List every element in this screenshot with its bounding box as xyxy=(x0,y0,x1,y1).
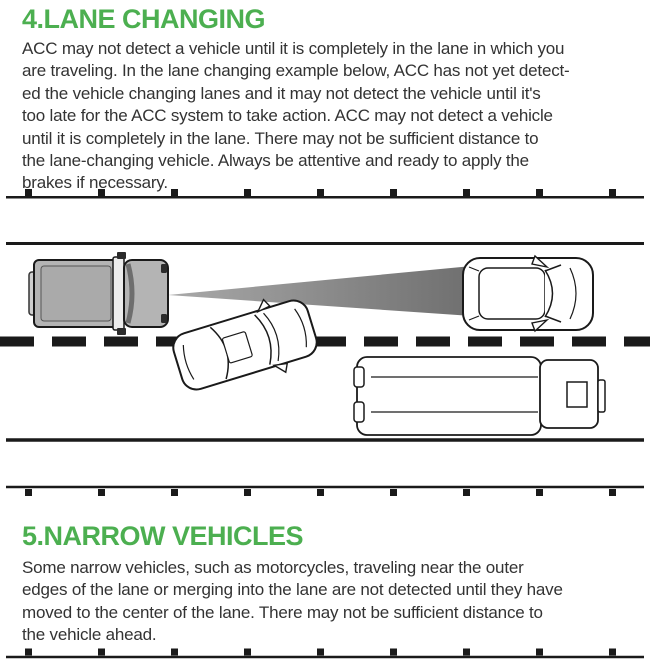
next-diagram-guardrail xyxy=(0,645,650,666)
ego-pickup-truck-icon xyxy=(29,252,168,335)
radar-beam-icon xyxy=(168,266,472,316)
section5-title: 5.NARROW VEHICLES xyxy=(22,521,304,551)
detected-car-ahead-icon xyxy=(463,256,593,331)
adjacent-lane-truck-icon xyxy=(354,357,605,435)
section4-title: 4.LANE CHANGING xyxy=(22,4,266,34)
guardrail-top-icon xyxy=(6,193,644,198)
section4-paragraph: ACC may not detect a vehicle until it is completely in the lane in which you are traveling. In the lane changing example below, ACC has not yet detect- ed the vehicle changing lanes and it may not detect the vehicle until it's too late for the ACC system to take action. ACC may not detect a vehicle until it is completely in the lane. There may not be sufficient distance to the lane-changing vehicle. Always be attentive and ready to apply the brakes if necessary. xyxy=(22,39,570,193)
guardrail-bottom-icon xyxy=(6,487,644,493)
lane-changing-car-icon xyxy=(167,288,323,402)
section5-paragraph: Some narrow vehicles, such as motorcycles, traveling near the outer edges of the lane or merging into the lane are not detected until they have moved to the center of the lane. There may not be sufficient distance to the vehicle ahead. xyxy=(22,558,563,645)
guardrail-icon xyxy=(6,652,644,657)
lane-changing-diagram xyxy=(0,188,650,500)
